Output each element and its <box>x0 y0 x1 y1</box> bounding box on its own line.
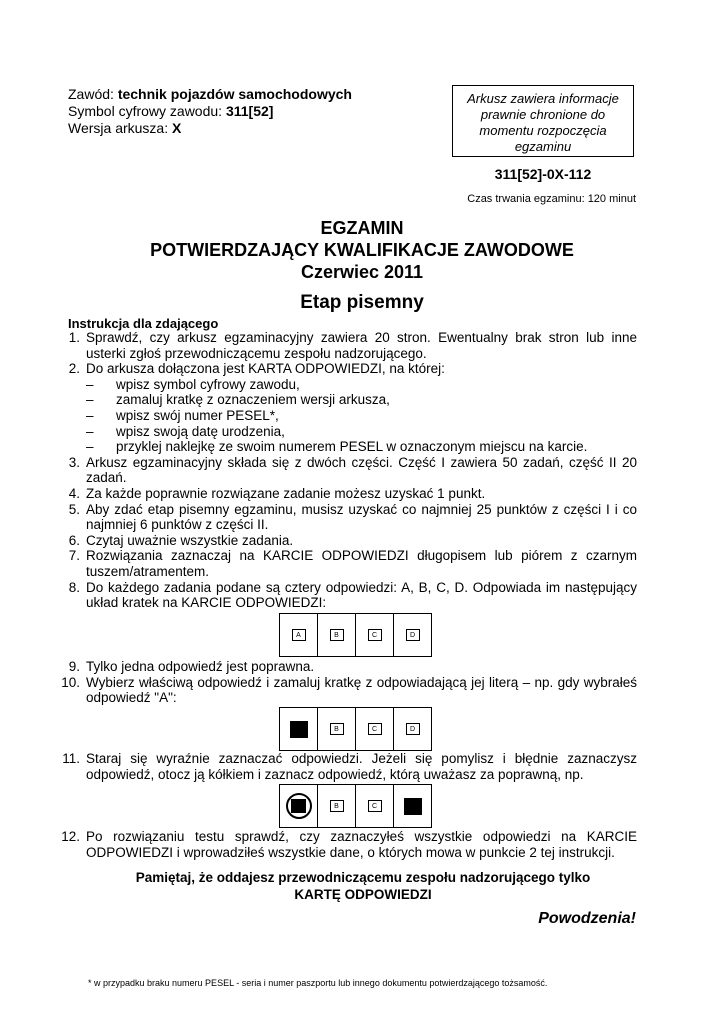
item-number: 2. <box>68 361 80 377</box>
list-item <box>52 502 637 533</box>
list-item <box>52 533 637 549</box>
dash: – <box>86 407 94 423</box>
item-number: 4. <box>68 485 80 501</box>
answer-cell-a <box>280 614 318 656</box>
profession-value: technik pojazdów samochodowych <box>117 86 352 102</box>
reminder-line-1: Pamiętaj, że oddajesz przewodniczącemu zespołu nadzorującego tylko <box>135 870 591 885</box>
list-item <box>52 361 637 377</box>
exam-header <box>68 86 352 137</box>
answer-cell-a <box>280 785 318 827</box>
instructions-title: Instrukcja dla zdającego <box>68 316 219 331</box>
circled-mark <box>286 793 312 819</box>
item-text: Do każdego zadania podane są cztery odpowiedzi: A, B, C, D. Odpowiada im następujący układ kratek na KARCIE ODPOWIEDZI: <box>86 579 637 611</box>
item-text: Arkusz egzaminacyjny składa się z dwóch części. Część I zawiera 50 zadań, część II 20 zadań. <box>86 454 637 486</box>
item-text: Aby zdać etap pisemny egzaminu, musisz uzyskać co najmniej 25 punktów z części I i co najmniej 6 punktów z części II. <box>86 501 637 533</box>
dash: – <box>86 439 94 455</box>
title-exam: EGZAMIN <box>320 218 404 238</box>
item-text: Po rozwiązaniu testu sprawdź, czy zaznaczyłeś wszystkie odpowiedzi na KARCIE ODPOWIEDZI i wprowadziłeś wszystkie dane, o których mowa w punkcie 2 tej instrukcji. <box>86 829 637 860</box>
list-item <box>52 675 637 706</box>
item-number: 5. <box>68 501 80 517</box>
answer-box: C <box>368 629 382 641</box>
title-qualification: POTWIERDZAJĄCY KWALIFIKACJE ZAWODOWE <box>150 240 574 260</box>
sub-item-text: wpisz swoją datę urodzenia, <box>116 423 285 439</box>
sub-item-text: przyklej naklejkę ze swoim numerem PESEL w oznaczonym miejscu na karcie. <box>116 439 588 455</box>
version-label: Wersja arkusza: <box>68 120 172 136</box>
version-value: X <box>172 120 182 136</box>
sub-item <box>52 392 637 408</box>
answer-cell-b <box>318 785 356 827</box>
sub-item <box>52 424 637 440</box>
exam-code: 311[52]-0X-112 <box>494 166 592 182</box>
dash: – <box>86 392 94 408</box>
instructions-list-3 <box>52 751 637 782</box>
reminder-note <box>68 869 658 903</box>
sub-item-text: wpisz swój numer PESEL*, <box>116 407 279 423</box>
instructions-list-4 <box>52 829 637 860</box>
good-luck: Powodzenia! <box>538 910 636 927</box>
item-text: Do arkusza dołączona jest KARTA ODPOWIEDZI, na której: <box>86 361 445 377</box>
answer-cell-c <box>356 785 394 827</box>
answer-box: C <box>368 723 382 735</box>
sub-item <box>52 439 637 455</box>
sub-item-text: wpisz symbol cyfrowy zawodu, <box>116 376 300 392</box>
list-item <box>52 486 637 502</box>
list-item <box>52 548 637 579</box>
sub-item-text: zamaluj kratkę z oznaczeniem wersji arkusza, <box>116 392 390 408</box>
dash: – <box>86 376 94 392</box>
item-number: 1. <box>68 330 80 345</box>
answer-box: C <box>368 800 382 812</box>
filled-box <box>291 799 306 813</box>
list-item <box>52 330 637 361</box>
item-text: Za każde poprawnie rozwiązane zadanie możesz uzyskać 1 punkt. <box>86 485 486 501</box>
title-date: Czerwiec 2011 <box>300 262 424 282</box>
list-item <box>52 659 637 675</box>
answer-cell-b <box>318 708 356 750</box>
item-text: Wybierz właściwą odpowiedź i zamaluj kratkę z odpowiadającą jej literą – np. gdy wybrałeś odpowiedź "A": <box>86 674 637 706</box>
list-item <box>52 580 637 611</box>
answer-box: B <box>330 629 344 641</box>
item-number: 3. <box>68 454 80 470</box>
reminder-line-2: KARTĘ ODPOWIEDZI <box>294 887 432 902</box>
list-item <box>52 455 637 486</box>
answer-cell-d <box>394 785 431 827</box>
item-number: 12. <box>61 829 80 844</box>
answer-cell-c <box>356 614 394 656</box>
answer-grid-marked-a <box>279 707 432 751</box>
answer-grid-corrected <box>279 784 432 828</box>
answer-cell-b <box>318 614 356 656</box>
symbol-value: 311[52] <box>225 103 274 119</box>
item-number: 9. <box>68 659 80 674</box>
footnote: * w przypadku braku numeru PESEL - seria i numer paszportu lub innego dokumentu potwierdzającego tożsamość. <box>88 978 548 988</box>
list-item <box>52 829 637 860</box>
exam-duration: Czas trwania egzaminu: 120 minut <box>467 193 636 205</box>
answer-cell-d <box>394 614 431 656</box>
answer-cell-c <box>356 708 394 750</box>
instructions-list-1 <box>52 330 637 611</box>
filled-box <box>404 798 422 815</box>
answer-grid-empty <box>279 613 432 657</box>
answer-box: A <box>292 629 306 641</box>
answer-box: B <box>330 800 344 812</box>
instructions-list-2 <box>52 659 637 706</box>
item-number: 8. <box>68 579 80 595</box>
filled-box <box>290 721 308 738</box>
sub-item <box>52 377 637 393</box>
dash: – <box>86 423 94 439</box>
profession-label: Zawód: <box>68 86 118 102</box>
list-item <box>52 751 637 782</box>
item-number: 6. <box>68 532 80 548</box>
answer-box: D <box>406 629 420 641</box>
sub-item <box>52 408 637 424</box>
item-number: 11. <box>62 751 80 766</box>
item-text: Staraj się wyraźnie zaznaczać odpowiedzi. Jeżeli się pomylisz i błędnie zaznaczysz odpowiedź, otocz ją kółkiem i zaznacz odpowiedź, którą uważasz za poprawną, np. <box>86 751 637 782</box>
answer-cell-d <box>394 708 431 750</box>
item-number: 10. <box>61 674 80 690</box>
symbol-label: Symbol cyfrowy zawodu: <box>68 103 226 119</box>
answer-box: D <box>406 723 420 735</box>
item-number: 7. <box>68 548 80 564</box>
item-text: Czytaj uważnie wszystkie zadania. <box>86 532 294 548</box>
title-stage: Etap pisemny <box>300 292 424 313</box>
item-text: Tylko jedna odpowiedź jest poprawna. <box>86 659 315 674</box>
answer-cell-a <box>280 708 318 750</box>
item-text: Sprawdź, czy arkusz egzaminacyjny zawiera 20 stron. Ewentualny brak stron lub inne usterki zgłoś przewodniczącemu zespołu nadzorującego. <box>86 330 637 361</box>
answer-box: B <box>330 723 344 735</box>
item-text: Rozwiązania zaznaczaj na KARCIE ODPOWIEDZI długopisem lub piórem z czarnym tuszem/atramentem. <box>86 548 637 579</box>
confidential-notice: Arkusz zawiera informacje prawnie chronione do momentu rozpoczęcia egzaminu <box>452 85 634 157</box>
